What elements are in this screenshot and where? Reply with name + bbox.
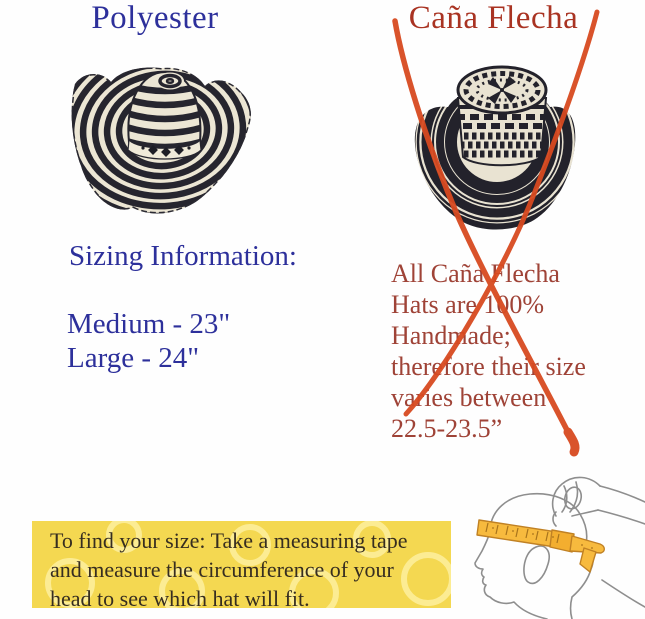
note-line: Hats are 100% [391, 290, 545, 319]
polyester-heading: Polyester [91, 0, 219, 36]
cana-flecha-note [391, 258, 586, 444]
sizing-title: Sizing Information: [69, 240, 297, 272]
note-line: varies between [391, 383, 547, 412]
size-medium: Medium - 23" [67, 308, 231, 340]
note-line: Handmade; [391, 321, 511, 350]
cana-flecha-hat-image [412, 60, 578, 234]
size-list [67, 307, 230, 375]
banner-text [50, 526, 408, 608]
banner-line: head to see which hat will fit. [50, 586, 310, 608]
banner-line: and measure the circumference of your [50, 557, 394, 582]
size-instruction-banner [32, 521, 451, 608]
size-large: Large - 24" [67, 342, 200, 374]
cana-flecha-heading: Caña Flecha [408, 0, 579, 36]
banner-line: To find your size: Take a measuring tape [50, 528, 408, 553]
note-line: therefore their size [391, 352, 586, 381]
note-line: 22.5-23.5” [391, 414, 503, 443]
note-line: All Caña Flecha [391, 259, 560, 288]
polyester-hat-image [69, 66, 253, 218]
head-measuring-tape-illustration-icon [452, 468, 645, 619]
